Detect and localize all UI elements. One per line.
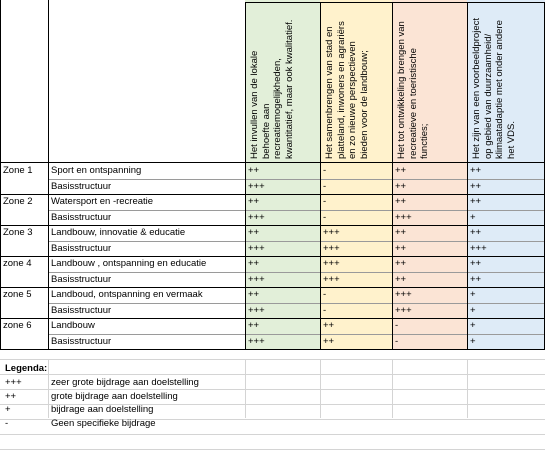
zone-description: Basisstructuur — [51, 335, 112, 347]
column-border — [467, 2, 468, 349]
zone-separator — [0, 225, 545, 226]
criterion-header-3: Het tot ontwikkeling brengen van recreatieve en toeristische functies; — [396, 21, 431, 159]
legend-text: bijdrage aan doelstelling — [51, 404, 154, 415]
row-separator — [48, 179, 545, 180]
legend-text: grote bijdrage aan doelstelling — [51, 390, 178, 402]
score-cell: ++ — [395, 242, 407, 254]
zone-description: Basisstructuur — [51, 180, 112, 192]
score-cell: +++ — [323, 227, 340, 238]
score-cell: ++ — [395, 273, 407, 285]
score-cell: +++ — [248, 211, 265, 223]
zone-label: zone 5 — [3, 289, 32, 300]
score-cell: +++ — [248, 304, 265, 316]
zone-description: Landbouw — [51, 320, 95, 331]
score-cell: ++ — [395, 227, 407, 238]
score-cell: - — [323, 289, 327, 300]
legend-title: Legenda: — [5, 363, 48, 374]
score-cell: ++ — [395, 258, 407, 269]
score-cell: ++ — [470, 227, 482, 238]
score-cell: + — [470, 320, 476, 331]
sheet-gridline — [392, 359, 393, 418]
score-cell: +++ — [395, 211, 412, 223]
score-cell: ++ — [470, 180, 482, 192]
row-separator — [48, 334, 545, 335]
score-cell: ++ — [470, 165, 482, 176]
row-separator — [48, 303, 545, 304]
column-border — [320, 2, 321, 349]
legend-text: zeer grote bijdrage aan doelstelling — [51, 377, 199, 388]
zone-description: Basisstructuur — [51, 304, 112, 316]
legend-text: Geen specifieke bijdrage — [51, 417, 156, 429]
score-cell: ++ — [395, 196, 407, 207]
score-cell: +++ — [470, 242, 487, 254]
score-cell: ++ — [470, 258, 482, 269]
score-cell: ++ — [248, 258, 260, 269]
score-cell: +++ — [395, 304, 412, 316]
sheet-gridline — [0, 374, 545, 375]
zone-label — [0, 210, 48, 226]
zone-description: Basisstructuur — [51, 273, 112, 285]
zone-description: Landboud, ontspanning en vermaak — [51, 289, 203, 300]
zone-label — [0, 179, 48, 195]
score-cell: +++ — [248, 242, 265, 254]
score-cell: +++ — [248, 335, 265, 347]
criterion-header-1: Het invullen van de lokale behoefte aan recreatiemogelijkheden, kwantitatief, maar ook kwalitatief. — [249, 19, 296, 159]
zone-label: Zone 3 — [3, 227, 33, 238]
sheet-gridline — [0, 359, 545, 360]
zone-description: Sport en ontspanning — [51, 165, 142, 176]
sheet-gridline — [0, 434, 545, 435]
score-cell: +++ — [395, 289, 412, 300]
zone-label — [0, 303, 48, 319]
zone-description: Landbouw , ontspanning en educatie — [51, 258, 207, 269]
header-top-border — [245, 2, 545, 3]
legend-symbol: +++ — [5, 377, 22, 388]
score-cell: ++ — [395, 180, 407, 192]
zone-label — [0, 334, 48, 350]
score-cell: ++ — [248, 320, 260, 331]
column-border — [0, 0, 1, 349]
zone-separator — [0, 256, 545, 257]
row-separator — [48, 272, 545, 273]
score-cell: ++ — [395, 165, 407, 176]
score-cell: - — [323, 196, 327, 207]
table-bottom-border — [0, 349, 545, 350]
table-header-bottom-border — [0, 162, 545, 163]
zone-label — [0, 272, 48, 288]
sheet-gridline — [245, 359, 246, 418]
score-cell: + — [470, 211, 476, 223]
score-cell: ++ — [470, 196, 482, 207]
score-cell: +++ — [248, 273, 265, 285]
criterion-header-4: Het zijn van een voorbeeldproject op gebied van duurzaamheid/ klimaatadaptie met onder andere het VDS. — [471, 17, 518, 159]
score-cell: - — [395, 335, 399, 347]
zone-label: zone 4 — [3, 258, 32, 269]
score-cell: - — [395, 320, 399, 331]
zone-description: Landbouw, innovatie & educatie — [51, 227, 186, 238]
score-cell: - — [323, 165, 327, 176]
score-cell: +++ — [323, 273, 340, 285]
score-cell: - — [323, 304, 327, 316]
row-separator — [48, 241, 545, 242]
zone-label — [0, 241, 48, 257]
column-border — [392, 2, 393, 349]
score-cell: ++ — [248, 227, 260, 238]
score-cell: + — [470, 304, 476, 316]
score-cell: ++ — [470, 273, 482, 285]
score-cell: - — [323, 211, 327, 223]
zone-description: Basisstructuur — [51, 242, 112, 254]
sheet-gridline — [320, 359, 321, 418]
row-separator — [48, 210, 545, 211]
zone-label: Zone 2 — [3, 196, 33, 207]
score-cell: ++ — [248, 165, 260, 176]
zone-separator — [0, 194, 545, 195]
legend-symbol: ++ — [5, 390, 17, 402]
zone-label: Zone 1 — [3, 165, 33, 176]
column-border — [245, 2, 246, 349]
score-cell: ++ — [248, 289, 260, 300]
score-cell: ++ — [248, 196, 260, 207]
score-cell: + — [470, 335, 476, 347]
score-cell: +++ — [323, 242, 340, 254]
score-cell: +++ — [323, 258, 340, 269]
score-cell: ++ — [323, 320, 335, 331]
score-cell: - — [323, 180, 327, 192]
zone-separator — [0, 287, 545, 288]
score-cell: + — [470, 289, 476, 300]
zone-separator — [0, 318, 545, 319]
criterion-header-2: Het samenbrengen van stad en platteland, inwoners en agrariërs en zo nieuwe perspectieven bieden voor de landbouw; — [324, 21, 371, 159]
score-cell: ++ — [323, 335, 335, 347]
zone-label: zone 6 — [3, 320, 32, 331]
column-border — [48, 0, 49, 349]
legend-symbol: - — [5, 417, 9, 429]
sheet-gridline — [467, 359, 468, 418]
zone-description: Watersport en -recreatie — [51, 196, 154, 207]
score-cell: +++ — [248, 180, 265, 192]
zone-description: Basisstructuur — [51, 211, 112, 223]
legend-symbol: + — [5, 404, 11, 415]
